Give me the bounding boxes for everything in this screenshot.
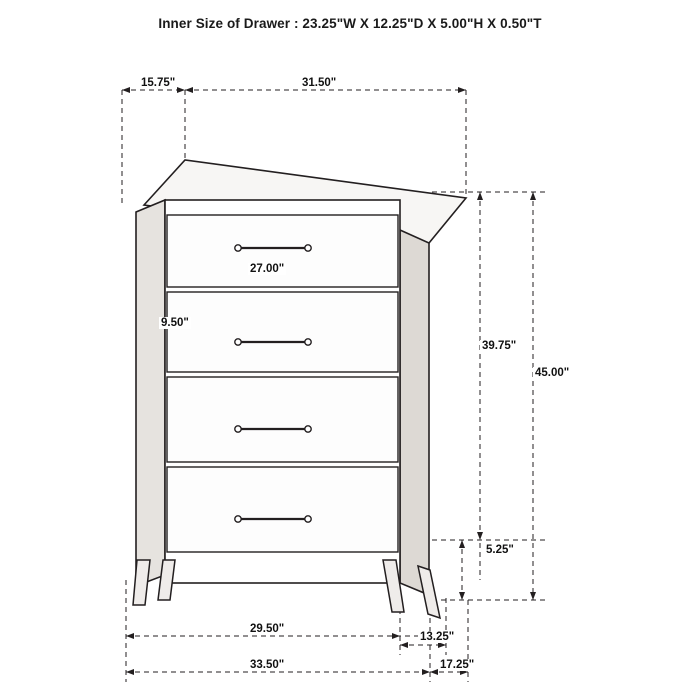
dim-label-width-top: 31.50" [302, 77, 337, 89]
dim-label-depth-top: 15.75" [141, 77, 176, 89]
dim-label-leg-height: 5.25" [486, 544, 514, 556]
dim-label-drawer-pull-width: 27.00" [250, 263, 285, 275]
dim-label-drawer-height: 9.50" [161, 317, 189, 329]
drawer-face-3 [167, 377, 398, 462]
chest-body [133, 160, 466, 618]
chest-right-side [400, 230, 429, 595]
dim-label-leg-span-depth: 13.25" [420, 631, 455, 643]
chest-left-side [136, 200, 165, 586]
dim-label-overall-depth: 17.25" [440, 659, 475, 671]
dim-label-leg-span-width: 29.50" [250, 623, 285, 635]
drawer-face-1 [167, 215, 398, 287]
dim-label-overall-width: 33.50" [250, 659, 285, 671]
page-title: Inner Size of Drawer : 23.25"W X 12.25"D X 5.00"H X 0.50"T [158, 16, 542, 31]
dim-label-overall-height: 45.00" [535, 367, 570, 379]
drawer-face-4 [167, 467, 398, 552]
dim-label-body-height: 39.75" [482, 340, 517, 352]
drawer-face-2 [167, 292, 398, 372]
